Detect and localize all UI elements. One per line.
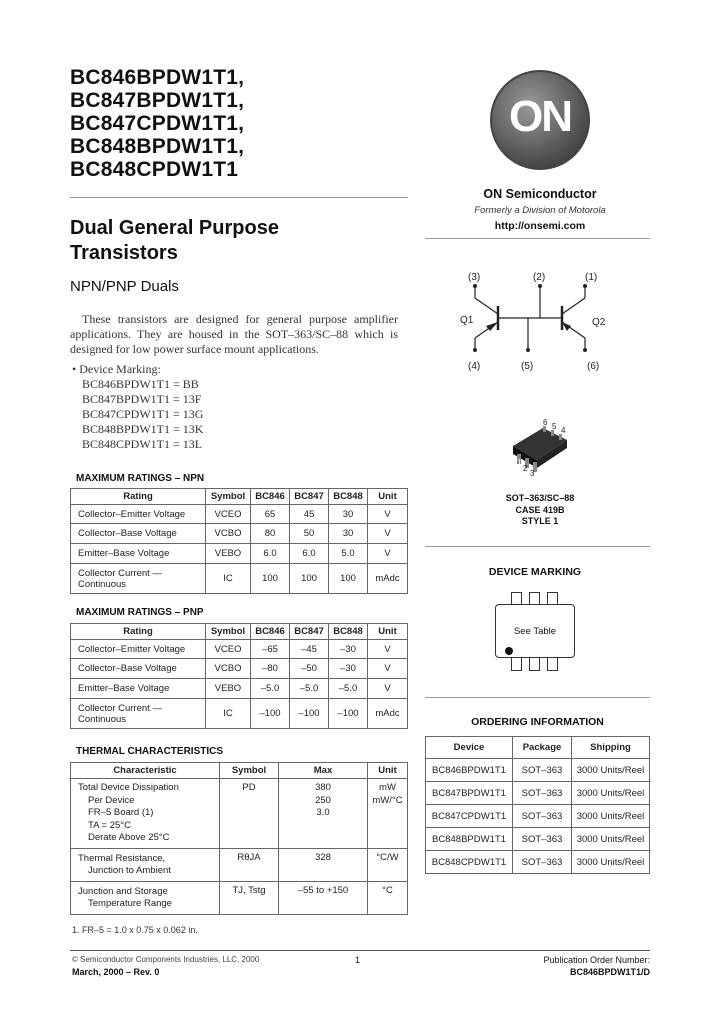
pin-dot — [583, 284, 587, 288]
lead — [511, 658, 522, 671]
table-row: Collector–Base Voltage VCBO 80 50 30 V — [71, 524, 408, 544]
pin-label: 3 — [530, 469, 535, 478]
table-header-row: Characteristic Symbol Max Unit — [71, 763, 408, 779]
publication-label: Publication Order Number: — [543, 955, 650, 965]
pin-label: (3) — [468, 272, 481, 283]
npn-heading: MAXIMUM RATINGS – NPN — [76, 473, 205, 484]
pin-label: (4) — [468, 361, 481, 372]
table-row: Collector–Emitter Voltage VCEO 65 45 30 V — [71, 505, 408, 524]
divider — [425, 697, 650, 698]
marking-item: BC847BPDW1T1 = 13F — [82, 392, 202, 406]
ordering-heading: ORDERING INFORMATION — [471, 716, 604, 728]
lead — [511, 592, 522, 605]
table-row: BC847CPDW1T1 SOT–363 3000 Units/Reel — [426, 805, 650, 828]
part-number-list — [70, 66, 244, 181]
pin-dot — [526, 348, 530, 352]
npn-ratings-table — [70, 488, 408, 594]
pin-label: 1 — [517, 458, 522, 467]
pin-dot — [473, 348, 477, 352]
table-row: Thermal Resistance, Junction to Ambient RθJA 328 °C/W — [71, 849, 408, 882]
table-row: BC848BPDW1T1 SOT–363 3000 Units/Reel — [426, 828, 650, 851]
pin-label: 6 — [543, 418, 548, 427]
table-header-row: Rating Symbol BC846 BC847 BC848 Unit — [71, 489, 408, 505]
table-row: Collector Current — Continuous IC –100 –100 –100 mAdc — [71, 699, 408, 729]
divider — [425, 238, 650, 239]
pin-label: (5) — [521, 361, 534, 372]
part-number: BC848BPDW1T1, — [70, 135, 245, 158]
pin-label: (2) — [533, 272, 546, 283]
thermal-table — [70, 762, 408, 915]
footnote: 1. FR–5 = 1.0 x 0.75 x 0.062 in. — [72, 925, 198, 935]
marking-item: BC848BPDW1T1 = 13K — [82, 422, 204, 436]
part-number: BC848CPDW1T1 — [70, 158, 239, 181]
footer-date: March, 2000 – Rev. 0 — [72, 967, 160, 977]
q2-emitter-arrow — [562, 322, 571, 331]
company-url[interactable]: http://onsemi.com — [494, 220, 586, 232]
lead — [529, 592, 540, 605]
on-semiconductor-logo: ON — [490, 70, 590, 170]
ordering-table — [425, 736, 650, 874]
footer-copyright: © Semiconductor Components Industries, LLC, 2000 — [72, 955, 260, 964]
dual-transistor-schematic — [440, 268, 620, 378]
marking-item: BC848CPDW1T1 = 13L — [82, 437, 203, 451]
marking-diagram-text: See Table — [513, 626, 557, 637]
table-row: Emitter–Base Voltage VEBO 6.0 6.0 5.0 V — [71, 544, 408, 564]
publication-number: BC846BPDW1T1/D — [569, 967, 650, 977]
table-row: Total Device Dissipation Per Device FR–5 Board (1) TA = 25°C Derate Above 25°C PD 380 250 3.0 mW mW/°C — [71, 779, 408, 849]
pin-label: 5 — [552, 422, 557, 431]
table-row: Collector Current — Continuous IC 100 100 100 mAdc — [71, 564, 408, 594]
table-row: BC848CPDW1T1 SOT–363 3000 Units/Reel — [426, 851, 650, 874]
pin-label: (6) — [587, 361, 600, 372]
pin-label: 2 — [523, 464, 528, 473]
device-marking-heading: DEVICE MARKING — [488, 566, 582, 578]
thermal-heading: THERMAL CHARACTERISTICS — [76, 746, 224, 757]
wire — [562, 298, 585, 314]
pin-dot — [583, 348, 587, 352]
description: These transistors are designed for general purpose amplifier applications. They are housed in the SOT–363/SC–88 which is designed for low power surface mount applications. — [70, 312, 398, 356]
part-number: BC847BPDW1T1, — [70, 89, 245, 112]
company-subtitle: Formerly a Division of Motorola — [474, 205, 606, 216]
pin1-dot — [505, 647, 513, 655]
pin-dot — [538, 284, 542, 288]
pin-label: (1) — [585, 272, 598, 283]
footer-divider — [70, 950, 650, 951]
table-row: BC847BPDW1T1 SOT–363 3000 Units/Reel — [426, 782, 650, 805]
q2-label: Q2 — [592, 317, 606, 328]
table-row: Collector–Emitter Voltage VCEO –65 –45 –30 V — [71, 640, 408, 659]
wire — [475, 298, 498, 314]
table-header-row: Device Package Shipping — [426, 737, 650, 759]
page-subtitle: NPN/PNP Duals — [70, 278, 179, 295]
marking-diagram-body — [495, 604, 575, 658]
marking-item: BC846BPDW1T1 = BB — [82, 377, 199, 391]
device-marking-label: • Device Marking: — [72, 362, 161, 376]
package-label: SOT–363/SC–88 CASE 419B STYLE 1 — [505, 493, 575, 526]
page-number: 1 — [355, 955, 361, 965]
pnp-heading: MAXIMUM RATINGS – PNP — [76, 607, 204, 618]
lead — [529, 658, 540, 671]
q1-label: Q1 — [460, 315, 474, 326]
table-header-row: Rating Symbol BC846 BC847 BC848 Unit — [71, 624, 408, 640]
part-number: BC847CPDW1T1, — [70, 112, 245, 135]
divider — [425, 546, 650, 547]
pin-dot — [473, 284, 477, 288]
sot363-package-image — [505, 418, 575, 478]
lead — [547, 592, 558, 605]
marking-item: BC847CPDW1T1 = 13G — [82, 407, 204, 421]
divider — [70, 197, 408, 198]
marking-list — [82, 377, 203, 452]
table-row: Junction and Storage Temperature Range TJ, Tstg –55 to +150 °C — [71, 882, 408, 915]
pnp-ratings-table — [70, 623, 408, 729]
part-number: BC846BPDW1T1, — [70, 66, 245, 89]
pin-label: 4 — [561, 426, 566, 435]
lead — [547, 658, 558, 671]
company-name: ON Semiconductor — [483, 187, 597, 201]
table-row: Emitter–Base Voltage VEBO –5.0 –5.0 –5.0 V — [71, 679, 408, 699]
table-row: Collector–Base Voltage VCBO –80 –50 –30 V — [71, 659, 408, 679]
table-row: BC846BPDW1T1 SOT–363 3000 Units/Reel — [426, 759, 650, 782]
page-title: Dual General Purpose Transistors — [70, 217, 279, 264]
